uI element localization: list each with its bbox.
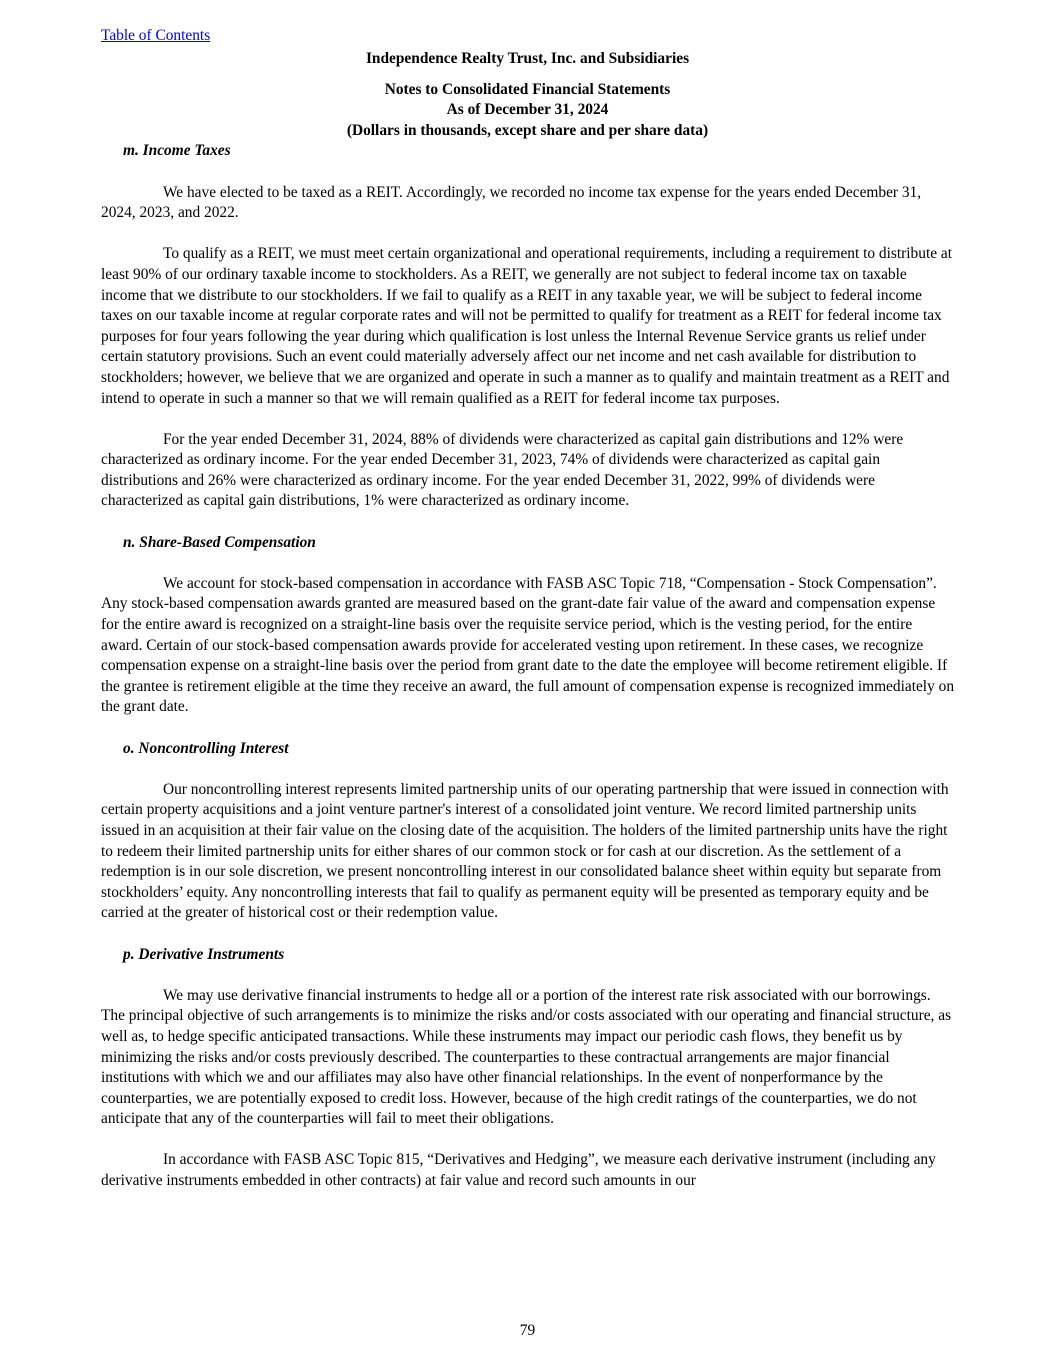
- section-heading-noncontrolling-interest: o. Noncontrolling Interest: [123, 739, 289, 757]
- document-page: [101, 26, 954, 1192]
- table-of-contents-link[interactable]: Table of Contents: [101, 27, 211, 44]
- paragraph-derivative-instruments-2: In accordance with FASB ASC Topic 815, “Derivatives and Hedging”, we measure each derivative instrument (including any derivative instruments embedded in other contracts) at fair value and record such amounts in our: [101, 1151, 936, 1190]
- section-heading-derivative-instruments: p. Derivative Instruments: [123, 945, 285, 963]
- paragraph-derivative-instruments-1: We may use derivative financial instruments to hedge all or a portion of the interest rate risk associated with our borrowings. The principal objective of such arrangements is to minimize the risks and/or costs associated with our operating and financial structure, as well as, to hedge specific anticipated transactions. While these instruments may impact our periodic cash flows, they benefit us by minimizing the risks and/or costs previously described. The counterparties to these contractual arrangements are major financial institutions with which we and our affiliates may also have other financial relationships. In the event of nonperformance by the counterparties, we are potentially exposed to credit loss. However, because of the high credit ratings of the counterparties, we do not anticipate that any of the counterparties will fail to meet their obligations.: [101, 986, 952, 1128]
- section-heading-share-based-compensation: n. Share-Based Compensation: [123, 533, 316, 551]
- paragraph-income-taxes-3: For the year ended December 31, 2024, 88% of dividends were characterized as capital gain distributions and 12% were characterized as ordinary income. For the year ended December 31, 2023, 74% of dividends were characterized as capital gain distributions and 26% were characterized as ordinary income. For the year ended December 31, 2022, 99% of dividends were characterized as capital gain distributions, 1% were characterized as ordinary income.: [101, 430, 904, 510]
- page-number: 79: [519, 1322, 536, 1339]
- paragraph-noncontrolling-interest: Our noncontrolling interest represents limited partnership units of our operating partnership that were issued in connection with certain property acquisitions and a joint venture partner's interest of a consolidated joint venture. We record limited partnership units issued in an acquisition at their fair value on the closing date of the acquisition. The holders of the limited partnership units have the right to redeem their limited partnership units for either shares of our common stock or for cash at our discretion. As the settlement of a redemption is in our sole discretion, we present noncontrolling interest in our consolidated balance sheet within equity but separate from stockholders’ equity. Any noncontrolling interests that fail to qualify as permanent equity will be presented as temporary equity and be carried at the greater of historical cost or their redemption value.: [101, 780, 949, 922]
- paragraph-income-taxes-2: To qualify as a REIT, we must meet certain organizational and operational requirements, including a requirement to distribute at least 90% of our ordinary taxable income to stockholders. As a REIT, we generally are not subject to federal income tax on taxable income that we distribute to our stockholders. If we fail to qualify as a REIT in any taxable year, we will be subject to federal income taxes on our taxable income at regular corporate rates and will not be permitted to qualify for treatment as a REIT for federal income tax purposes for four years following the year during which qualification is lost unless the Internal Revenue Service grants us relief under certain statutory provisions. Such an event could materially adversely affect our net income and net cash available for distribution to stockholders; however, we believe that we are organized and operate in such a manner as to qualify and maintain treatment as a REIT and intend to operate in such a manner so that we will remain qualified as a REIT for federal income tax purposes.: [101, 245, 953, 407]
- paragraph-share-based-compensation: We account for stock-based compensation in accordance with FASB ASC Topic 718, “Compensation - Stock Compensation”. Any stock-based compensation awards granted are measured based on the grant-date fair value of the award and compensation expense for the entire award is recognized on a straight-line basis over the requisite service period, which is the vesting period, for the entire award. Certain of our stock-based compensation awards provide for accelerated vesting upon retirement. In these cases, we recognize compensation expense on a straight-line basis over the period from grant date to the date the employee will become retirement eligible. If the grantee is retirement eligible at the time they receive an award, the full amount of compensation expense is recognized immediately on the grant date.: [101, 574, 955, 716]
- statement-date: As of December 31, 2024: [446, 101, 609, 119]
- section-heading-income-taxes: m. Income Taxes: [123, 142, 231, 160]
- company-name: Independence Realty Trust, Inc. and Subsidiaries: [365, 50, 690, 67]
- paragraph-income-taxes-1: We have elected to be taxed as a REIT. Accordingly, we recorded no income tax expense for the years ended December 31, 2024, 2023, and 2022.: [101, 183, 922, 222]
- units-note: (Dollars in thousands, except share and per share data): [346, 121, 709, 139]
- notes-title: Notes to Consolidated Financial Statements: [384, 80, 671, 98]
